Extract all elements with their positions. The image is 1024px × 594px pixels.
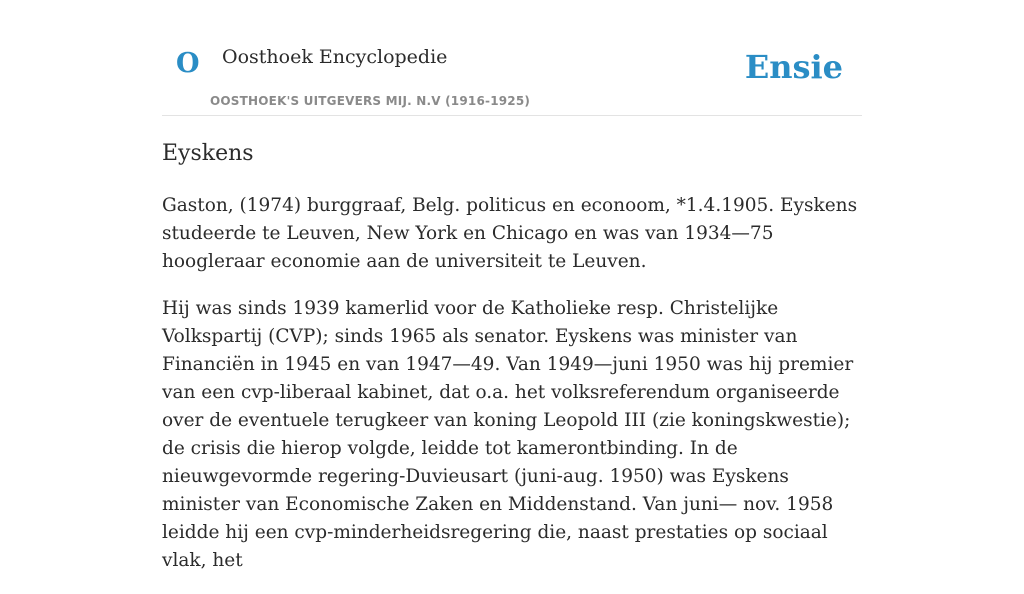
article-paragraph: Gaston, (1974) burggraaf, Belg. politicus en econoom, *1.4.1905. Eyskens studeerde te Leuven, New York en Chicago en was van 1934—75 hoogleraar economie aan de universiteit te Leuven. [162,195,858,272]
brand-logo-link[interactable]: Ensie [744,48,843,86]
site-header [162,30,862,116]
publisher-label: OOSTHOEK'S UITGEVERS MIJ. N.V (1916-1925) [210,94,531,108]
book-logo[interactable]: O [176,48,200,79]
article-paragraph: Hij was sinds 1939 kamerlid voor de Katholieke resp. Christelijke Volkspartij (CVP); sinds 1965 als senator. Eyskens was minister van Financiën in 1945 en van 1947—49. Van 1949—juni 1950 was hij premier van een cvp-liberaal kabinet, dat o.a. het volksreferendum organiseerde over de eventuele terugkeer van koning Leopold III (zie koningskwestie); de crisis die hierop volgde, leidde tot kamerontbinding. In de nieuwgevormde regering-Duvieusart (juni-aug. 1950) was Eyskens minister van Economische Zaken en Middenstand. Van juni— nov. 1958 leidde hij een cvp-minderheidsregering die, naast prestaties op sociaal vlak, het [162,298,854,571]
article [162,138,862,594]
book-title[interactable]: Oosthoek Encyclopedie [222,46,448,68]
article-title: Eyskens [162,141,254,166]
